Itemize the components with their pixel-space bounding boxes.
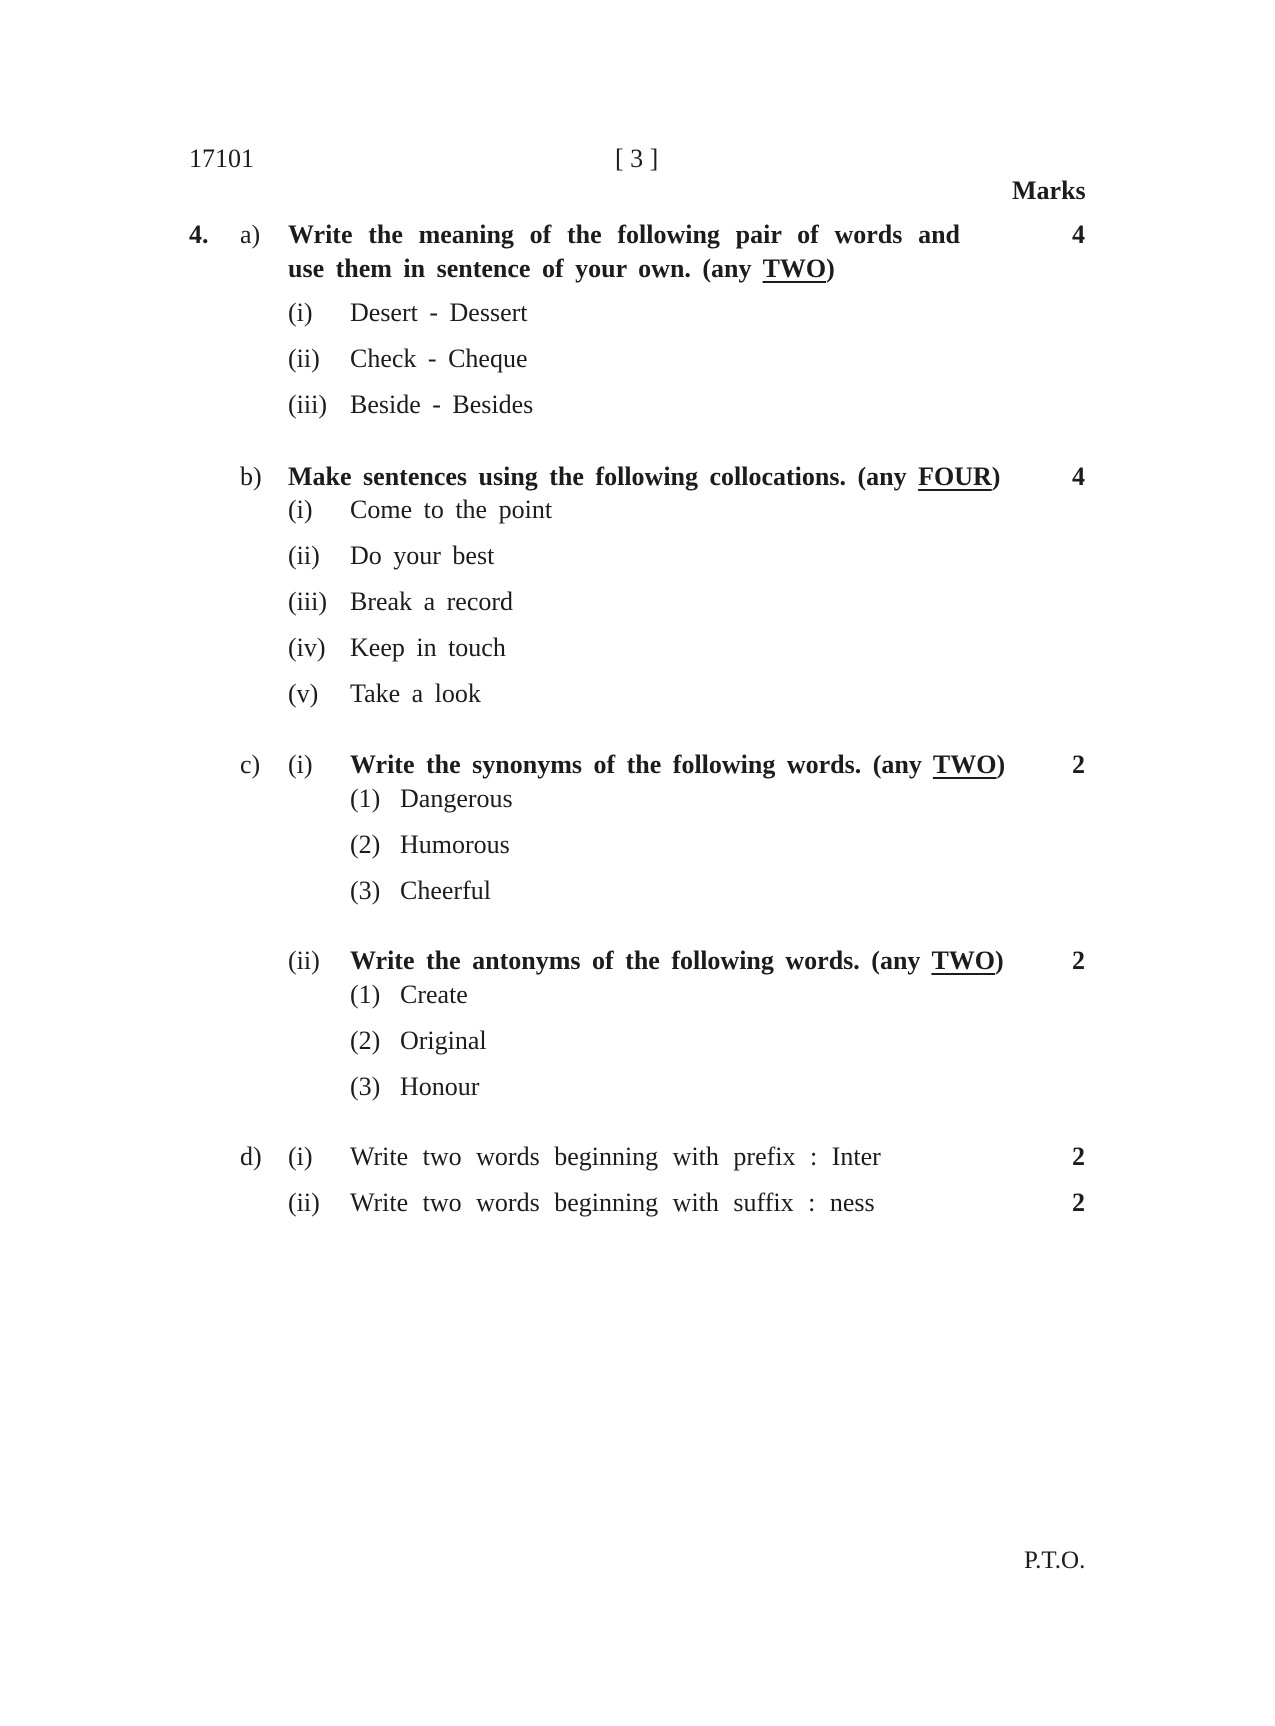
list-item-text: Take a look [350,679,481,708]
marks-heading: Marks [1012,176,1086,205]
list-item-num: (ii) [288,344,320,373]
word-item-text: Create [400,980,468,1009]
part-d-i-text: Write two words beginning with prefix : Inter [350,1142,881,1171]
list-item-text: Do your best [350,541,495,570]
page-number: [ 3 ] [615,144,659,173]
part-c-i-question: Write the synonyms of the following words. (any TWO) [350,750,1006,779]
part-b-label: b) [240,462,262,491]
part-b-marks: 4 [1072,462,1085,491]
list-item-num: (ii) [288,541,320,570]
list-item-num: (i) [288,298,313,327]
list-item-text: Beside - Besides [350,390,534,419]
part-c-ii-question: Write the antonyms of the following words. (any TWO) [350,946,1004,975]
part-a-marks: 4 [1072,220,1085,249]
word-item-text: Original [400,1026,487,1055]
part-c-i-num: (i) [288,750,313,779]
word-item-text: Honour [400,1072,480,1101]
part-c-i-marks: 2 [1072,750,1085,779]
word-item-num: (1) [350,980,381,1009]
word-item-num: (2) [350,1026,381,1055]
list-item-num: (i) [288,495,313,524]
word-item-num: (3) [350,876,381,905]
list-item-num: (iii) [288,587,327,616]
word-item-num: (2) [350,830,381,859]
part-b-question: Make sentences using the following collocations. (any FOUR) [288,462,1001,491]
list-item-text: Desert - Dessert [350,298,528,327]
part-d-label: d) [240,1142,262,1171]
list-item-text: Come to the point [350,495,553,524]
paper-code: 17101 [189,144,254,173]
part-a-question-line1: Write the meaning of the following pair of words and [288,220,960,249]
word-item-text: Cheerful [400,876,491,905]
part-a-label: a) [240,220,261,249]
page-footer-pto: P.T.O. [1024,1547,1086,1574]
word-item-num: (1) [350,784,381,813]
part-d-i-num: (i) [288,1142,313,1171]
word-item-num: (3) [350,1072,381,1101]
word-item-text: Dangerous [400,784,513,813]
list-item-text: Check - Cheque [350,344,528,373]
list-item-text: Break a record [350,587,514,616]
part-d-ii-text: Write two words beginning with suffix : ness [350,1188,875,1217]
part-c-label: c) [240,750,261,779]
part-c-ii-marks: 2 [1072,946,1085,975]
part-d-i-marks: 2 [1072,1142,1085,1171]
part-d-ii-marks: 2 [1072,1188,1085,1217]
part-a-question-line2: use them in sentence of your own. (any TWO) [288,254,835,283]
part-d-ii-num: (ii) [288,1188,320,1217]
list-item-num: (iv) [288,633,326,662]
question-number: 4. [189,220,209,249]
list-item-num: (iii) [288,390,327,419]
part-c-ii-num: (ii) [288,946,320,975]
list-item-text: Keep in touch [350,633,506,662]
word-item-text: Humorous [400,830,510,859]
list-item-num: (v) [288,679,319,708]
